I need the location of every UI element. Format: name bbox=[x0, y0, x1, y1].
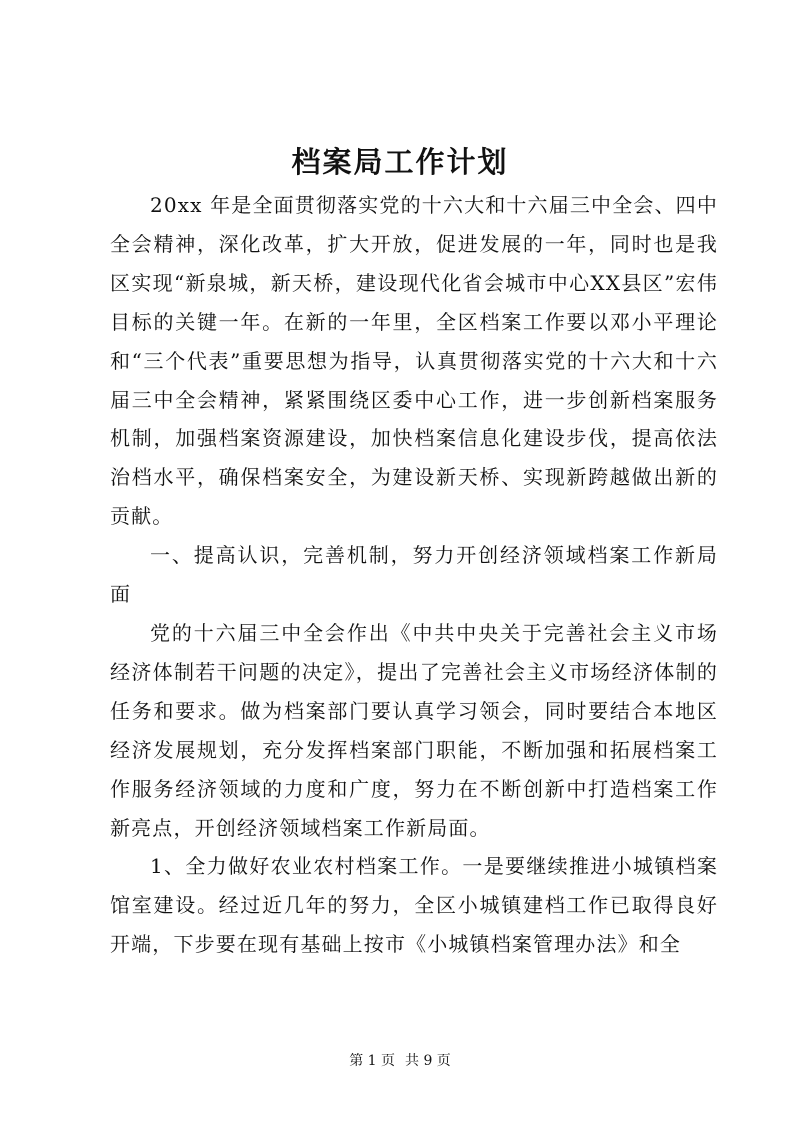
item-paragraph: 1、全力做好农业农村档案工作。一是要继续推进小城镇档案馆室建设。经过近几年的努力，全区小城镇建档工作已取得良好开端，下步要在现有基础上按市《小城镇档案管理办法》和全 bbox=[110, 854, 718, 957]
section-heading: 一、提高认识，完善机制，努力开创经济领域档案工作新局面 bbox=[110, 543, 718, 607]
page-total: 共 9 页 bbox=[405, 1053, 451, 1069]
document-body bbox=[110, 186, 718, 964]
section-paragraph: 党的十六届三中全会作出《中共中央关于完善社会主义市场经济体制若干问题的决定》，提出了完善社会主义市场经济体制的任务和要求。做为档案部门要认真学习领会，同时要结合本地区经济发展规划，充分发挥档案部门职能，不断加强和拓展档案工作服务经济领域的力度和广度，努力在不断创新中打造档案工作新亮点，开创经济领域档案工作新局面。 bbox=[110, 620, 718, 840]
intro-paragraph: 20xx 年是全面贯彻落实党的十六大和十六届三中全会、四中全会精神，深化改革，扩大开放，促进发展的一年，同时也是我区实现“新泉城，新天桥，建设现代化省会城市中心XX县区”宏伟目标的关键一年。在新的一年里，全区档案工作要以邓小平理论和“三个代表”重要思想为指导，认真贯彻落实党的十六大和十六届三中全会精神，紧紧围绕区委中心工作，进一步创新档案服务机制，加强档案资源建设，加快档案信息化建设步伐，提高依法治档水平，确保档案安全，为建设新天桥、实现新跨越做出新的贡献。 bbox=[110, 193, 718, 529]
document-title: 档案局工作计划 bbox=[291, 145, 509, 179]
page-number: 第 1 页 bbox=[349, 1053, 395, 1069]
page-footer bbox=[0, 1051, 800, 1071]
